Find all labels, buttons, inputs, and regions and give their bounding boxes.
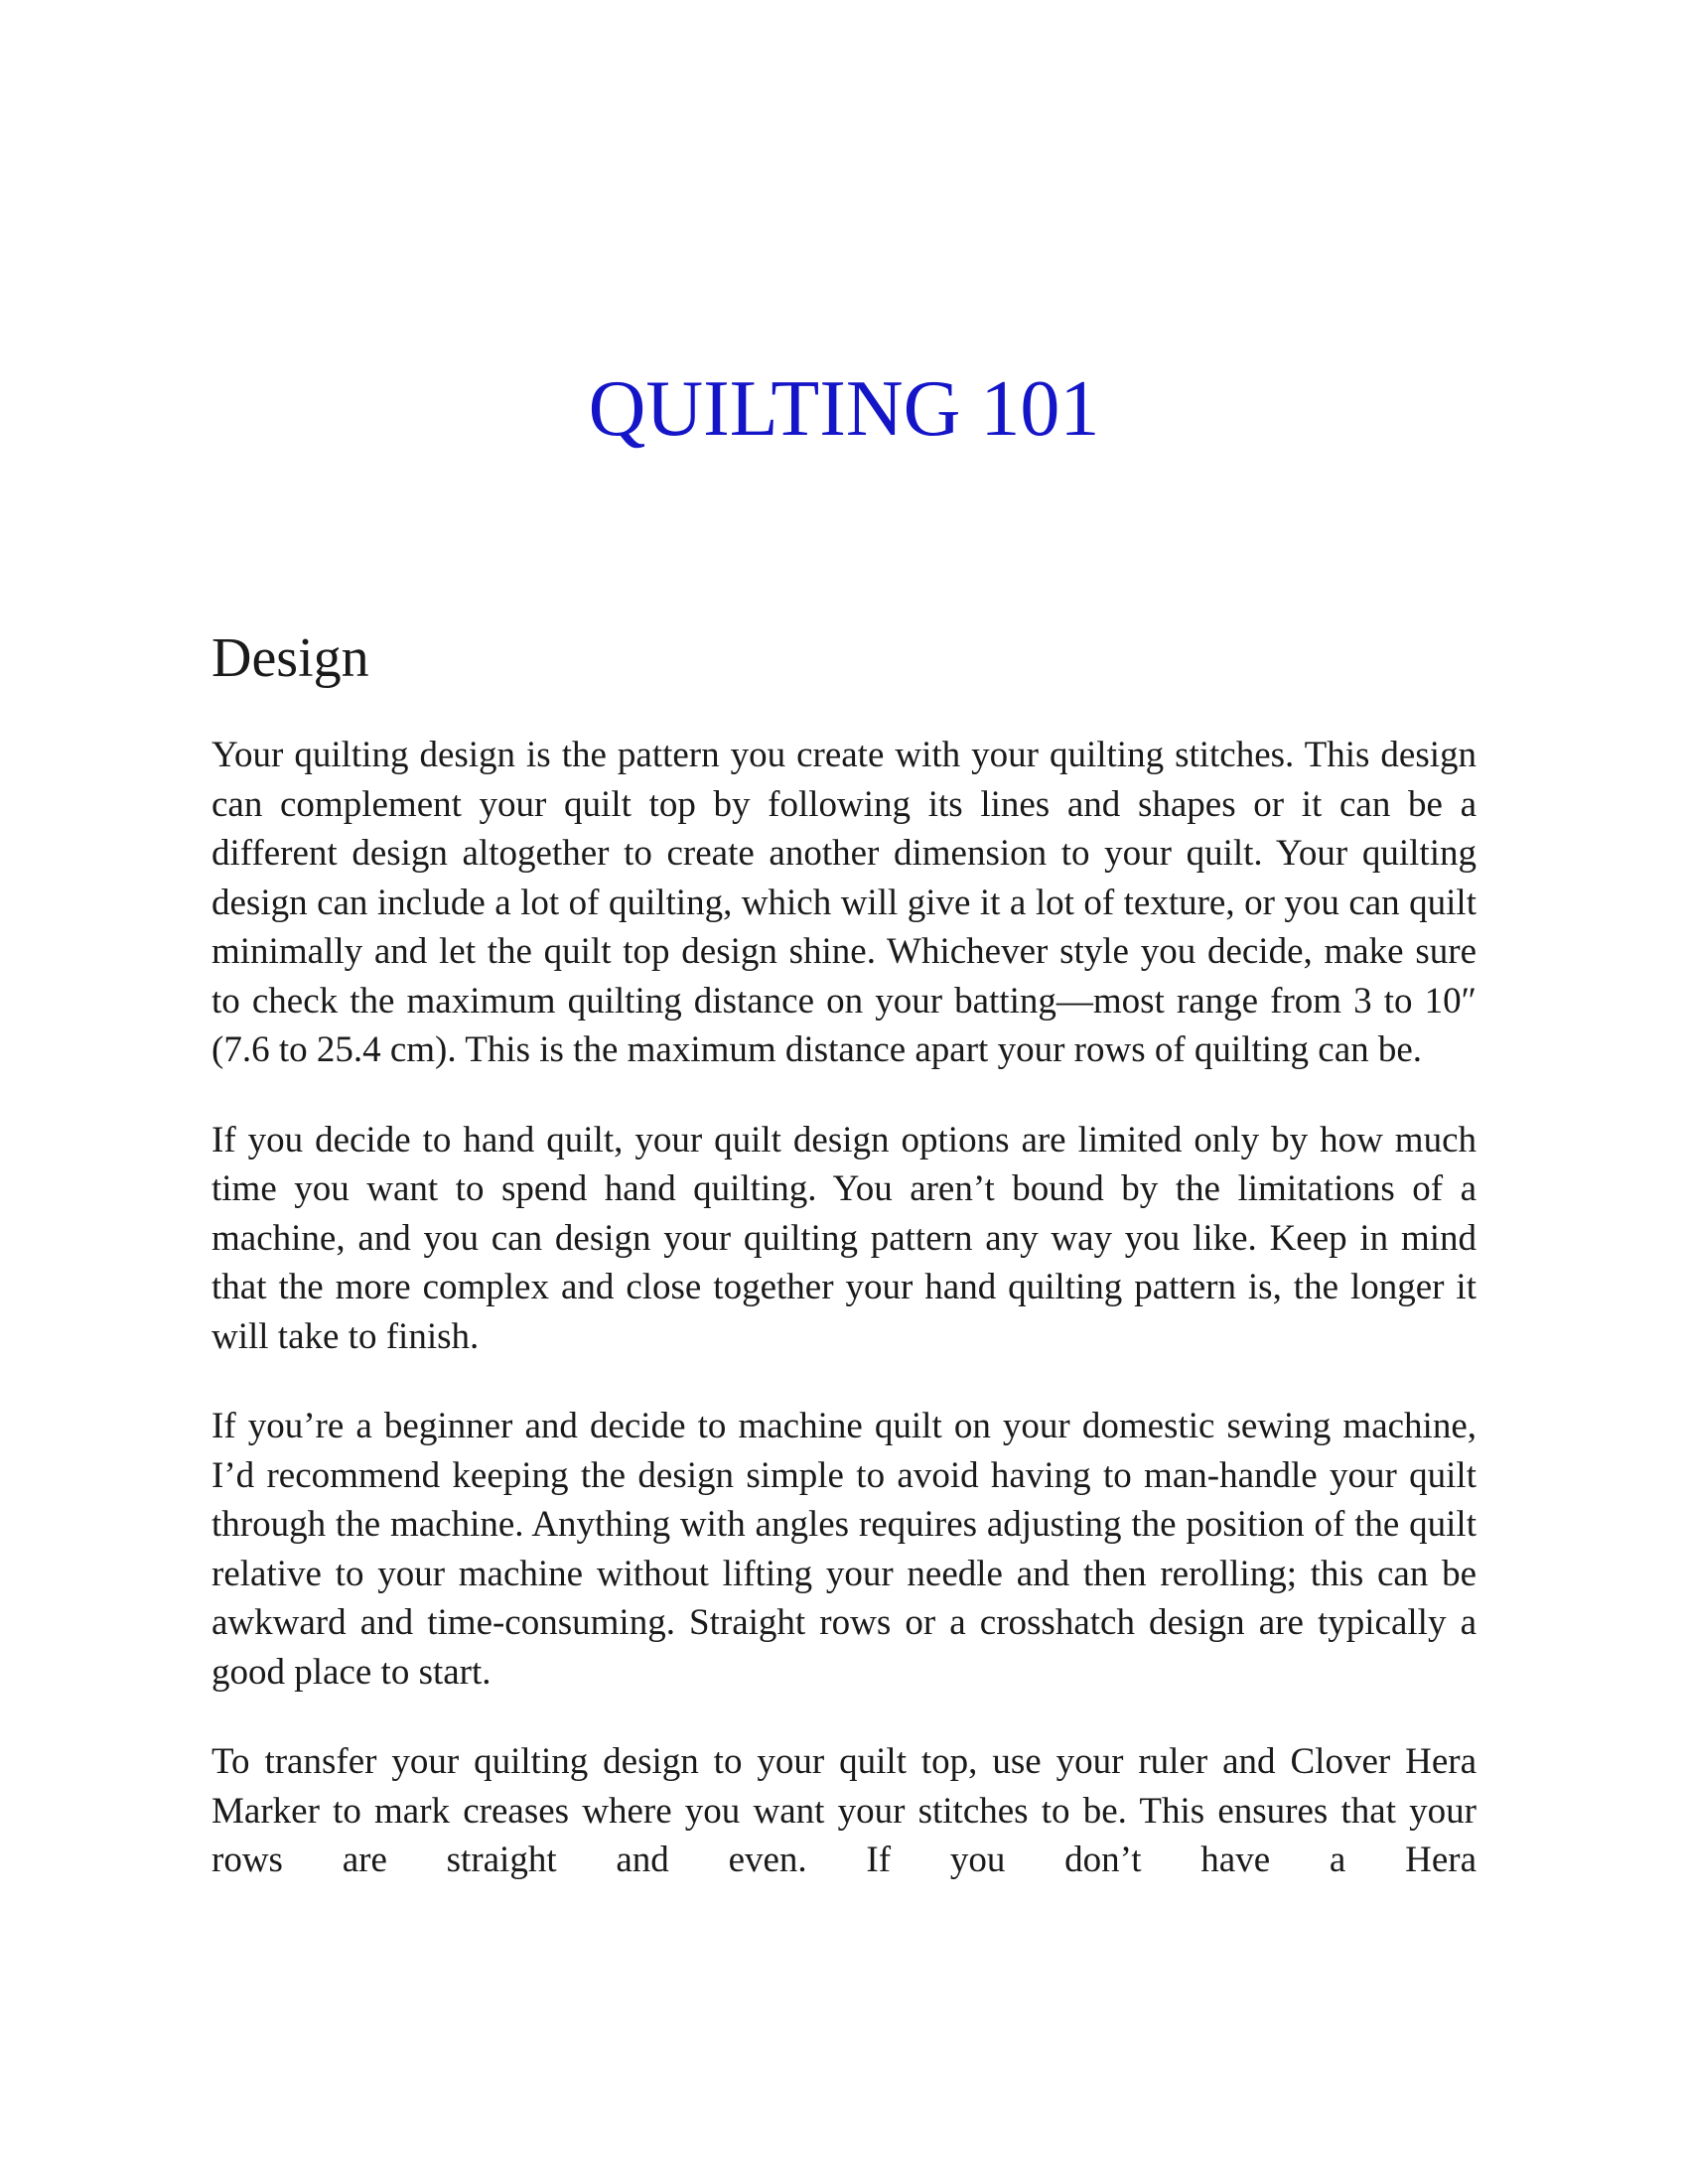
- section-heading-design: Design: [211, 627, 369, 689]
- body-text: [211, 731, 1477, 1926]
- page-title: QUILTING 101: [588, 365, 1100, 453]
- paragraph-4: To transfer your quilting design to your quilt top, use your ruler and Clover Hera Marker to mark creases where you want your stitches to be. This ensures that your rows are straight and even. If you don’t have a Hera: [211, 1741, 1477, 1880]
- paragraph-1: Your quilting design is the pattern you create with your quilting stitches. This design can complement your quilt top by following its lines and shapes or it can be a different design altogether to create another dimension to your quilt. Your quilting design can include a lot of quilting, which will give it a lot of texture, or you can quilt minimally and let the quilt top design shine. Whichever style you decide, make sure to check the maximum quilting distance on your batting—most range from 3 to 10″ (7.6 to 25.4 cm). This is the maximum distance apart your rows of quilting can be.: [211, 735, 1477, 1070]
- paragraph-3: If you’re a beginner and decide to machine quilt on your domestic sewing machine, I’d recommend keeping the design simple to avoid having to man-handle your quilt through the machine. Anything with angles requires adjusting the position of the quilt relative to your machine without lifting your needle and then rerolling; this can be awkward and time-consuming. Straight rows or a crosshatch design are typically a good place to start.: [211, 1406, 1477, 1693]
- paragraph-2: If you decide to hand quilt, your quilt design options are limited only by how much time you want to spend hand quilting. You aren’t bound by the limitations of a machine, and you can design your quilting pattern any way you like. Keep in mind that the more complex and close together your hand quilting pattern is, the longer it will take to finish.: [211, 1119, 1477, 1357]
